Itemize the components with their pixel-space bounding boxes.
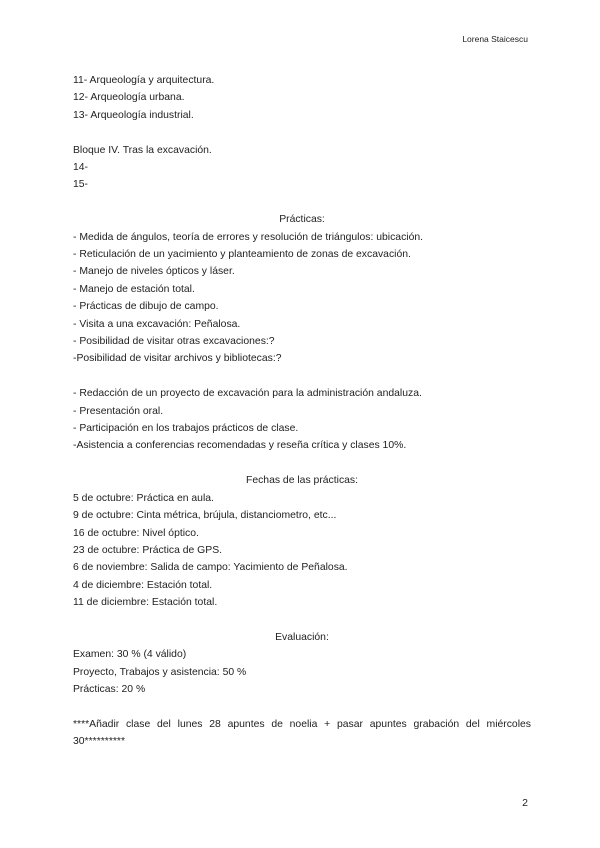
list-item: Examen: 30 % (4 válido) [73,649,187,661]
list-item: 14- [73,162,89,174]
topic-list [73,72,531,124]
document-body [73,72,531,751]
fechas-section [73,472,531,611]
list-item: 11- Arqueología y arquitectura. [73,75,215,86]
bloque-title: Bloque IV. Tras la excavación. [73,144,212,156]
list-item: -Posibilidad de visitar archivos y bibliotecas:? [73,353,282,365]
list-item: - Presentación oral. [73,405,164,417]
list-item: 12- Arqueología urbana. [73,92,185,104]
page-number: 2 [522,797,528,809]
list-item: Prácticas: 20 % [73,684,146,696]
list-item: - Manejo de niveles ópticos y láser. [73,266,235,278]
practicas-heading: Prácticas: [279,214,325,226]
list-item: - Manejo de estación total. [73,283,195,295]
list-item: - Reticulación de un yacimiento y planteamiento de zonas de excavación. [73,249,411,261]
list-item: - Participación en los trabajos prácticos de clase. [73,423,299,435]
practicas-section [73,211,531,455]
header-author: Lorena Staicescu [462,34,528,44]
fechas-heading: Fechas de las prácticas: [245,475,359,487]
list-item: 9 de octubre: Cinta métrica, brújula, distanciometro, etc... [73,510,337,522]
list-item: 4 de diciembre: Estación total. [73,579,213,591]
list-item: 23 de octubre: Práctica de GPS. [73,544,223,556]
list-item: 16 de octubre: Nivel óptico. [73,527,199,539]
pending-note: ****Añadir clase del lunes 28 apuntes de noelia + pasar apuntes grabación del miércoles 30********** [73,718,531,748]
list-item: 6 de noviembre: Salida de campo: Yacimiento de Peñalosa. [73,562,348,574]
bloque-section [73,142,531,194]
list-item: 5 de octubre: Práctica en aula. [73,492,214,504]
list-item: - Medida de ángulos, teoría de errores y resolución de triángulos: ubicación. [73,231,424,243]
list-item: 13- Arqueología industrial. [73,109,194,121]
list-item: 15- [73,179,89,191]
list-item: - Redacción de un proyecto de excavación para la administración andaluza. [73,388,422,400]
list-item: Proyecto, Trabajos y asistencia: 50 % [73,666,247,678]
list-item: -Asistencia a conferencias recomendadas y reseña crítica y clases 10%. [73,440,407,452]
evaluacion-heading: Evaluación: [275,631,329,643]
list-item: 11 de diciembre: Estación total. [73,597,218,609]
evaluacion-section [73,629,531,699]
list-item: - Prácticas de dibujo de campo. [73,301,219,313]
list-item: - Posibilidad de visitar otras excavaciones:? [73,336,275,348]
list-item: - Visita a una excavación: Peñalosa. [73,318,241,330]
